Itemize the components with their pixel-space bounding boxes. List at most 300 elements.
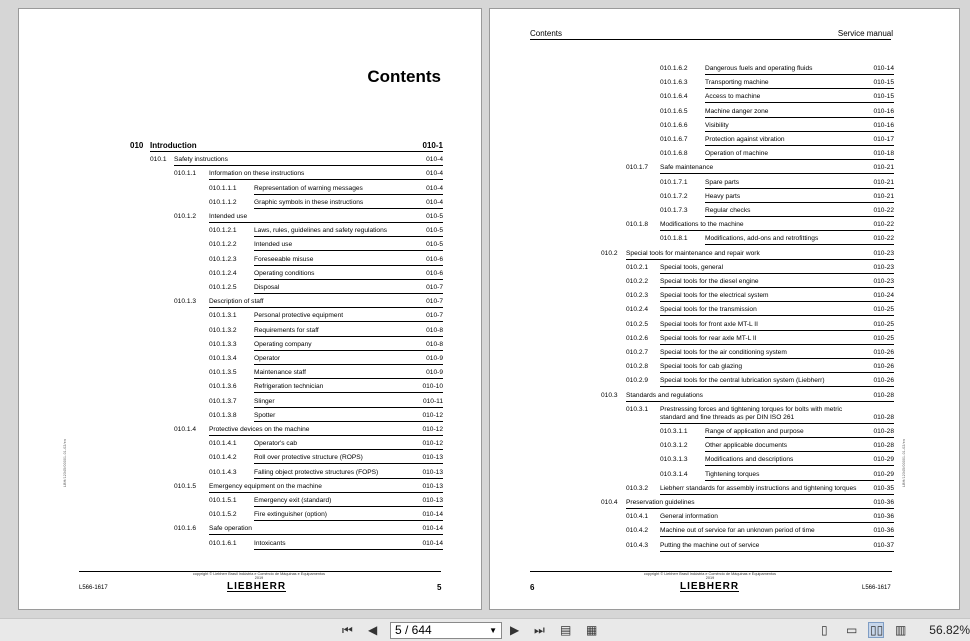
toc-entry[interactable] [490, 78, 959, 90]
toc-number: 010.1.6.5 [660, 107, 688, 115]
toc-page-ref: 010-11 [422, 397, 443, 405]
toc-number: 010.1.3.3 [209, 340, 237, 348]
running-header-right: Service manual [837, 29, 893, 38]
toc-page-ref: 010-36 [873, 527, 894, 535]
toc-title: Putting the machine out of service [660, 541, 760, 549]
toc-number: 010.1.4.1 [209, 440, 237, 448]
toc-entry[interactable] [490, 405, 959, 421]
toc-entry[interactable] [490, 121, 959, 133]
toc-title: Operating company [254, 340, 312, 348]
toc-number: 010.1.6.2 [660, 65, 688, 72]
toc-page-ref: 010-4 [426, 184, 443, 192]
toc-number: 010.1.7.2 [660, 192, 688, 200]
toc-number: 010.4.1 [626, 513, 648, 521]
toc-number: 010.2.7 [626, 349, 648, 356]
toc-number: 010.1.3.7 [209, 397, 237, 405]
toc-title: Special tools for maintenance and repair work [626, 249, 760, 257]
page-number: 5 [437, 583, 442, 592]
toc-entry[interactable] [19, 439, 481, 451]
toc-page-ref: 010-28 [873, 413, 894, 421]
toc-entry[interactable] [19, 524, 481, 536]
toc-page-ref: 010-12 [422, 440, 443, 448]
toc-line [660, 163, 894, 174]
toc-line [209, 212, 443, 223]
toc-page-ref: 010-24 [873, 292, 894, 300]
toc-line [254, 510, 443, 521]
doc-code: L566-1617 [79, 585, 108, 591]
toc-line [150, 141, 443, 152]
toc-number: 010.1.4 [174, 426, 196, 433]
toc-entry[interactable] [19, 169, 481, 181]
toc-number: 010.1.1 [174, 170, 196, 178]
toc-number: 010.1.8.1 [660, 235, 688, 243]
fit-width-icon[interactable]: ▤ [560, 623, 572, 637]
toc-line [660, 512, 894, 523]
toc-entry[interactable] [490, 391, 959, 403]
toc-page-ref: 010-13 [422, 497, 443, 504]
toc-number: 010.3.1.2 [660, 442, 688, 450]
toc-page-ref: 010-28 [873, 391, 894, 399]
toc-entry[interactable] [19, 297, 481, 309]
toc-page-ref: 010-36 [873, 499, 894, 506]
toc-number: 010.1.3 [174, 298, 196, 306]
toc-number: 010.2.3 [626, 292, 648, 300]
toc-line [705, 107, 894, 118]
toc-number: 010.2 [601, 249, 618, 257]
toc-line [660, 220, 894, 231]
toc-line [660, 263, 894, 274]
toc-entry[interactable] [19, 269, 481, 281]
toc-line [660, 348, 894, 359]
toc-title: Visibility [705, 121, 729, 129]
toc-line [660, 526, 894, 537]
toc-line [254, 539, 443, 550]
toc-number: 010.1.7.3 [660, 207, 688, 214]
toc-title: Operator's cab [254, 440, 298, 448]
toc-entry[interactable] [490, 178, 959, 190]
toc-page-ref: 010-21 [873, 192, 894, 200]
toc-title: Liebherr standards for assembly instructions and tightening torques [660, 484, 857, 492]
toc-title: Special tools for cab glazing [660, 363, 743, 371]
toc-number: 010.2.9 [626, 377, 648, 385]
toc-title: Protective devices on the machine [209, 426, 310, 433]
toc-entry[interactable] [490, 526, 959, 538]
toc-title: Laws, rules, guidelines and safety regulations [254, 227, 388, 235]
toc-number: 010.4.3 [626, 541, 648, 549]
toc-line [705, 149, 894, 160]
toc-line [254, 368, 443, 379]
toc-page-ref: 010-21 [873, 178, 894, 186]
toc-title: Special tools for the central lubrication system (Liebherr) [660, 377, 825, 385]
prev-page-icon[interactable]: ◀ [368, 623, 378, 637]
toc-entry[interactable] [19, 368, 481, 380]
toc-number: 010.1.6.3 [660, 79, 688, 87]
toc-title: Special tools for the diesel engine [660, 278, 759, 285]
toc-title: Spare parts [705, 178, 740, 186]
toc-number: 010.1.5.2 [209, 511, 237, 519]
toc-entry[interactable] [490, 441, 959, 453]
toc-title: Tightening torques [705, 470, 760, 478]
pdf-toolbar [0, 618, 970, 641]
toc-number: 010.1.3.5 [209, 369, 237, 377]
toc-number: 010.2.5 [626, 320, 648, 328]
toc-page-ref: 010-6 [426, 255, 443, 263]
toc-entry[interactable] [19, 482, 481, 494]
toc-title: Prestressing forces and tightening torques for bolts with metric [660, 405, 843, 413]
toc-page-ref: 010-9 [426, 369, 443, 377]
toc-title: Modifications, add-ons and retrofittings [705, 235, 819, 243]
toc-entry[interactable] [19, 397, 481, 409]
toc-entry[interactable] [490, 149, 959, 161]
toc-entry[interactable] [19, 496, 481, 508]
toc-line [254, 240, 443, 251]
toc-entry[interactable] [490, 362, 959, 374]
toc-page-ref: 010-28 [873, 442, 894, 450]
toc-page-ref: 010-22 [873, 235, 894, 243]
toc-page-ref: 010-14 [422, 539, 443, 547]
liebherr-logo: LIEBHERR [680, 581, 740, 592]
toc-page-ref: 010-35 [873, 484, 894, 492]
toc-title: Access to machine [705, 93, 761, 101]
toc-entry[interactable] [19, 283, 481, 295]
toc-number: 010.1 [150, 156, 167, 164]
toc-entry[interactable] [490, 470, 959, 482]
toc-title: Special tools for rear axle MT-L II [660, 334, 757, 342]
toc-number: 010.1.6.6 [660, 121, 688, 129]
toc-page-ref: 010-36 [873, 513, 894, 521]
toc-line [254, 411, 443, 422]
toc-line [660, 484, 894, 495]
toc-page-ref: 010-5 [426, 241, 443, 249]
page-title: Contents [367, 67, 441, 86]
toc-entry[interactable] [19, 226, 481, 238]
toc-entry[interactable] [490, 455, 959, 467]
toc-page-ref: 010-23 [873, 278, 894, 285]
toc-line [626, 249, 894, 260]
continuous-icon[interactable]: ▭ [846, 623, 858, 637]
toc-line [705, 64, 894, 75]
toc-line [254, 439, 443, 450]
single-page-icon[interactable]: ▯ [821, 623, 828, 637]
toc-entry[interactable] [19, 453, 481, 465]
pdf-page-right [489, 8, 960, 610]
toc-title: Spotter [254, 411, 276, 419]
toc-entry[interactable] [19, 326, 481, 338]
toc-title: Roll over protective structure (ROPS) [254, 454, 363, 462]
toc-entry[interactable] [490, 206, 959, 218]
toc-line [660, 362, 894, 373]
toc-line [254, 255, 443, 266]
toc-entry[interactable] [490, 92, 959, 104]
toc-entry[interactable] [490, 498, 959, 510]
toc-number: 010.1.3.8 [209, 411, 237, 419]
toc-page-ref: 010-29 [873, 456, 894, 464]
toc-title: Machine danger zone [705, 107, 769, 115]
toc-number: 010.2.1 [626, 263, 648, 271]
toc-entry[interactable] [490, 220, 959, 232]
toc-page-ref: 010-25 [873, 320, 894, 328]
toc-line [209, 297, 443, 308]
last-page-icon[interactable]: ⏭ [534, 623, 545, 637]
toc-line [254, 311, 443, 322]
toc-line [660, 291, 894, 302]
toc-line [660, 541, 894, 552]
toc-title: Information on these instructions [209, 170, 305, 178]
toc-line [254, 184, 443, 195]
toc-line [705, 470, 894, 481]
toc-number: 010.3.1.1 [660, 428, 688, 435]
toc-page-ref: 010-14 [422, 525, 443, 533]
toc-title: Intended use [209, 213, 248, 220]
pdf-page-left [18, 8, 482, 610]
toc-entry[interactable] [490, 484, 959, 496]
toc-line [705, 192, 894, 203]
toc-title: Operation of machine [705, 150, 769, 158]
toc-line [660, 334, 894, 345]
toc-title: Special tools for the transmission [660, 306, 757, 314]
toc-title: Protection against vibration [705, 136, 785, 143]
toc-number: 010.1.5 [174, 482, 196, 490]
toc-line [705, 135, 894, 146]
toc-entry[interactable] [19, 425, 481, 437]
toc-page-ref: 010-8 [426, 340, 443, 348]
toc-number: 010.1.2.3 [209, 255, 237, 263]
toc-line [254, 326, 443, 337]
toc-number: 010.1.2.5 [209, 284, 237, 291]
side-code: LBH/12345/00001-01-02/en [63, 439, 67, 488]
toc-entry[interactable] [490, 192, 959, 204]
running-header-left: Contents [530, 29, 563, 38]
toc-entry[interactable] [19, 539, 481, 551]
liebherr-logo: LIEBHERR [227, 581, 287, 592]
toc-title: Modifications and descriptions [705, 456, 794, 464]
toc-page-ref: 010-22 [873, 221, 894, 229]
next-page-icon[interactable]: ▶ [510, 623, 520, 637]
toc-entry[interactable] [490, 163, 959, 175]
toc-number: 010.4.2 [626, 527, 648, 535]
toc-number: 010.3.1.4 [660, 470, 688, 478]
toc-page-ref: 010-28 [873, 428, 894, 435]
toc-title: Other applicable documents [705, 442, 788, 450]
toc-page-ref: 010-15 [873, 93, 894, 101]
toc-number: 010.1.6.8 [660, 150, 688, 158]
toc-title: Emergency equipment on the machine [209, 482, 322, 490]
toc-number: 010.1.8 [626, 221, 648, 229]
toc-page-ref: 010-13 [422, 482, 443, 490]
toc-title: General information [660, 513, 718, 521]
toc-line [705, 92, 894, 103]
toc-title: Operator [254, 355, 281, 362]
toc-line [660, 320, 894, 331]
toc-title: Transporting machine [705, 79, 769, 87]
header-rule [530, 39, 891, 40]
toc-line [174, 155, 443, 166]
toc-page-ref: 010-26 [873, 363, 894, 371]
toc-line [209, 169, 443, 180]
toc-page-ref: 010-22 [873, 207, 894, 214]
toc-number: 010.4 [601, 499, 618, 506]
toc-entry[interactable] [490, 64, 959, 76]
copyright: copyright © Liebherr Brasil Indústria e Comércio de Máquinas e Equipamentos 2019 [192, 572, 326, 580]
toc-number: 010.1.3.1 [209, 312, 237, 320]
fit-page-icon[interactable]: ▦ [586, 623, 598, 637]
zoom-level[interactable]: 56.82% [929, 623, 970, 637]
toc-title: Falling object protective structures (FOPS) [254, 468, 379, 476]
toc-line [254, 382, 443, 393]
toc-entry[interactable] [19, 411, 481, 423]
toc-page-ref: 010-7 [426, 298, 443, 306]
page-number-input[interactable]: 5 / 644 ▼ [390, 622, 502, 639]
toc-entry[interactable] [490, 376, 959, 388]
toc-number: 010.1.6.1 [209, 539, 237, 547]
toc-entry[interactable] [490, 320, 959, 332]
toc-title: Operating conditions [254, 269, 315, 277]
toc-page-ref: 010-17 [873, 136, 894, 143]
toc-line [254, 226, 443, 237]
toc-entry[interactable] [19, 155, 481, 167]
toc-page-ref: 010-4 [426, 198, 443, 206]
toc-page-ref: 010-25 [873, 334, 894, 342]
toc-number: 010.1.3.6 [209, 383, 237, 391]
toc-number: 010.2.2 [626, 278, 648, 285]
toc-number: 010.2.8 [626, 363, 648, 371]
toc-line [254, 340, 443, 351]
toc-title: Heavy parts [705, 192, 741, 200]
toc-entry[interactable] [19, 255, 481, 267]
toc-line [705, 178, 894, 189]
toc-number: 010.1.7 [626, 164, 648, 172]
toc-page-ref: 010-26 [873, 377, 894, 385]
toc-line [705, 206, 894, 217]
toc-number: 010.1.4.3 [209, 468, 237, 476]
doc-code: L566-1617 [862, 585, 891, 591]
toc-page-ref: 010-13 [422, 454, 443, 462]
toc-line [254, 453, 443, 464]
toc-page-ref: 010-14 [873, 65, 894, 72]
toc-entry[interactable] [490, 249, 959, 261]
toc-line [254, 496, 443, 507]
toc-page-ref: 010-13 [422, 468, 443, 476]
toc-number: 010.1.6.7 [660, 136, 688, 143]
toc-entry[interactable] [490, 291, 959, 303]
toc-entry[interactable] [490, 107, 959, 119]
toc-page-ref: 010-14 [422, 511, 443, 519]
toc-entry[interactable] [19, 212, 481, 224]
toc-page-ref: 010-8 [426, 326, 443, 334]
toc-entry[interactable] [490, 334, 959, 346]
toc-page-ref: 010-9 [426, 355, 443, 362]
toc-entry[interactable] [19, 354, 481, 366]
toc-page-ref: 010-21 [873, 164, 894, 172]
toc-entry[interactable] [19, 510, 481, 522]
toc-entry[interactable] [490, 541, 959, 553]
toc-number: 010.1.6.4 [660, 93, 688, 101]
toc-entry[interactable] [19, 141, 481, 153]
toc-number: 010.1.7.1 [660, 178, 688, 186]
toc-title: Slinger [254, 397, 275, 405]
toc-page-ref: 010-12 [422, 411, 443, 419]
toc-line [209, 524, 443, 535]
two-page-continuous-icon[interactable]: ▥ [895, 623, 907, 637]
toc-entry[interactable] [490, 234, 959, 246]
toc-page-ref: 010-4 [426, 170, 443, 178]
toc-line [705, 427, 894, 438]
toc-number: 010.1.1.2 [209, 198, 237, 206]
toc-title: Regular checks [705, 207, 751, 214]
toc-entry[interactable] [490, 263, 959, 275]
toc-number: 010.1.6 [174, 525, 196, 533]
toc-title: Maintenance staff [254, 369, 306, 377]
toc-number: 010.1.3.4 [209, 355, 237, 362]
toc-entry[interactable] [19, 184, 481, 196]
toc-title: Requirements for staff [254, 326, 319, 334]
toc-number: 010.1.5.1 [209, 497, 237, 504]
toc-number: 010.1.1.1 [209, 184, 237, 192]
toc-number: 010.3.1.3 [660, 456, 688, 464]
toc-entry[interactable] [490, 427, 959, 439]
chevron-down-icon[interactable]: ▼ [489, 626, 497, 635]
toc-title: Representation of warning messages [254, 184, 363, 192]
toc-line [254, 283, 443, 294]
toc-line [705, 455, 894, 466]
toc-line [705, 234, 894, 245]
toc-entry[interactable] [19, 382, 481, 394]
toc-entry[interactable] [19, 311, 481, 323]
toc-page-ref: 010-1 [422, 141, 443, 150]
toc-entry[interactable] [490, 348, 959, 360]
toc-line [209, 482, 443, 493]
toc-entry[interactable] [19, 198, 481, 210]
toc-title: Special tools, general [660, 263, 724, 271]
toc-page-ref: 010-25 [873, 306, 894, 314]
toc-page-ref: 010-16 [873, 121, 894, 129]
two-page-icon[interactable]: ▯▯ [870, 623, 884, 637]
toc-title: Safety instructions [174, 156, 228, 164]
toc-entry[interactable] [19, 468, 481, 480]
toc-number: 010.3.1 [626, 405, 648, 413]
toc-number: 010.1.4.2 [209, 454, 237, 462]
toc-entry[interactable] [19, 240, 481, 252]
toc-entry[interactable] [490, 277, 959, 289]
toc-line [660, 277, 894, 288]
toc-page-ref: 010-18 [873, 150, 894, 158]
toc-title: Safe operation [209, 525, 252, 533]
toc-title: Safe maintenance [660, 164, 714, 172]
toc-page-ref: 010-12 [422, 426, 443, 433]
toc-number: 010.2.6 [626, 334, 648, 342]
toc-title: Fire extinguisher (option) [254, 511, 327, 519]
toc-line [626, 391, 894, 402]
toc-number: 010.2.4 [626, 306, 648, 314]
toc-page-ref: 010-4 [426, 156, 443, 164]
toc-page-ref: 010-23 [873, 263, 894, 271]
toc-entry[interactable] [490, 135, 959, 147]
toc-page-ref: 010-15 [873, 79, 894, 87]
toc-page-ref: 010-10 [422, 383, 443, 391]
first-page-icon[interactable]: ⏮ [342, 623, 353, 637]
toc-entry[interactable] [19, 340, 481, 352]
toc-title: Special tools for the electrical system [660, 292, 769, 300]
toc-entry[interactable] [490, 305, 959, 317]
toc-entry[interactable] [490, 512, 959, 524]
toc-number: 010.3.2 [626, 484, 648, 492]
toc-number: 010.1.2 [174, 213, 196, 220]
toc-number: 010.1.2.4 [209, 269, 237, 277]
toc-title: Introduction [150, 141, 197, 150]
toc-number: 010.3 [601, 391, 618, 399]
toc-page-ref: 010-7 [426, 284, 443, 291]
toc-title: Refrigeration technician [254, 383, 324, 391]
